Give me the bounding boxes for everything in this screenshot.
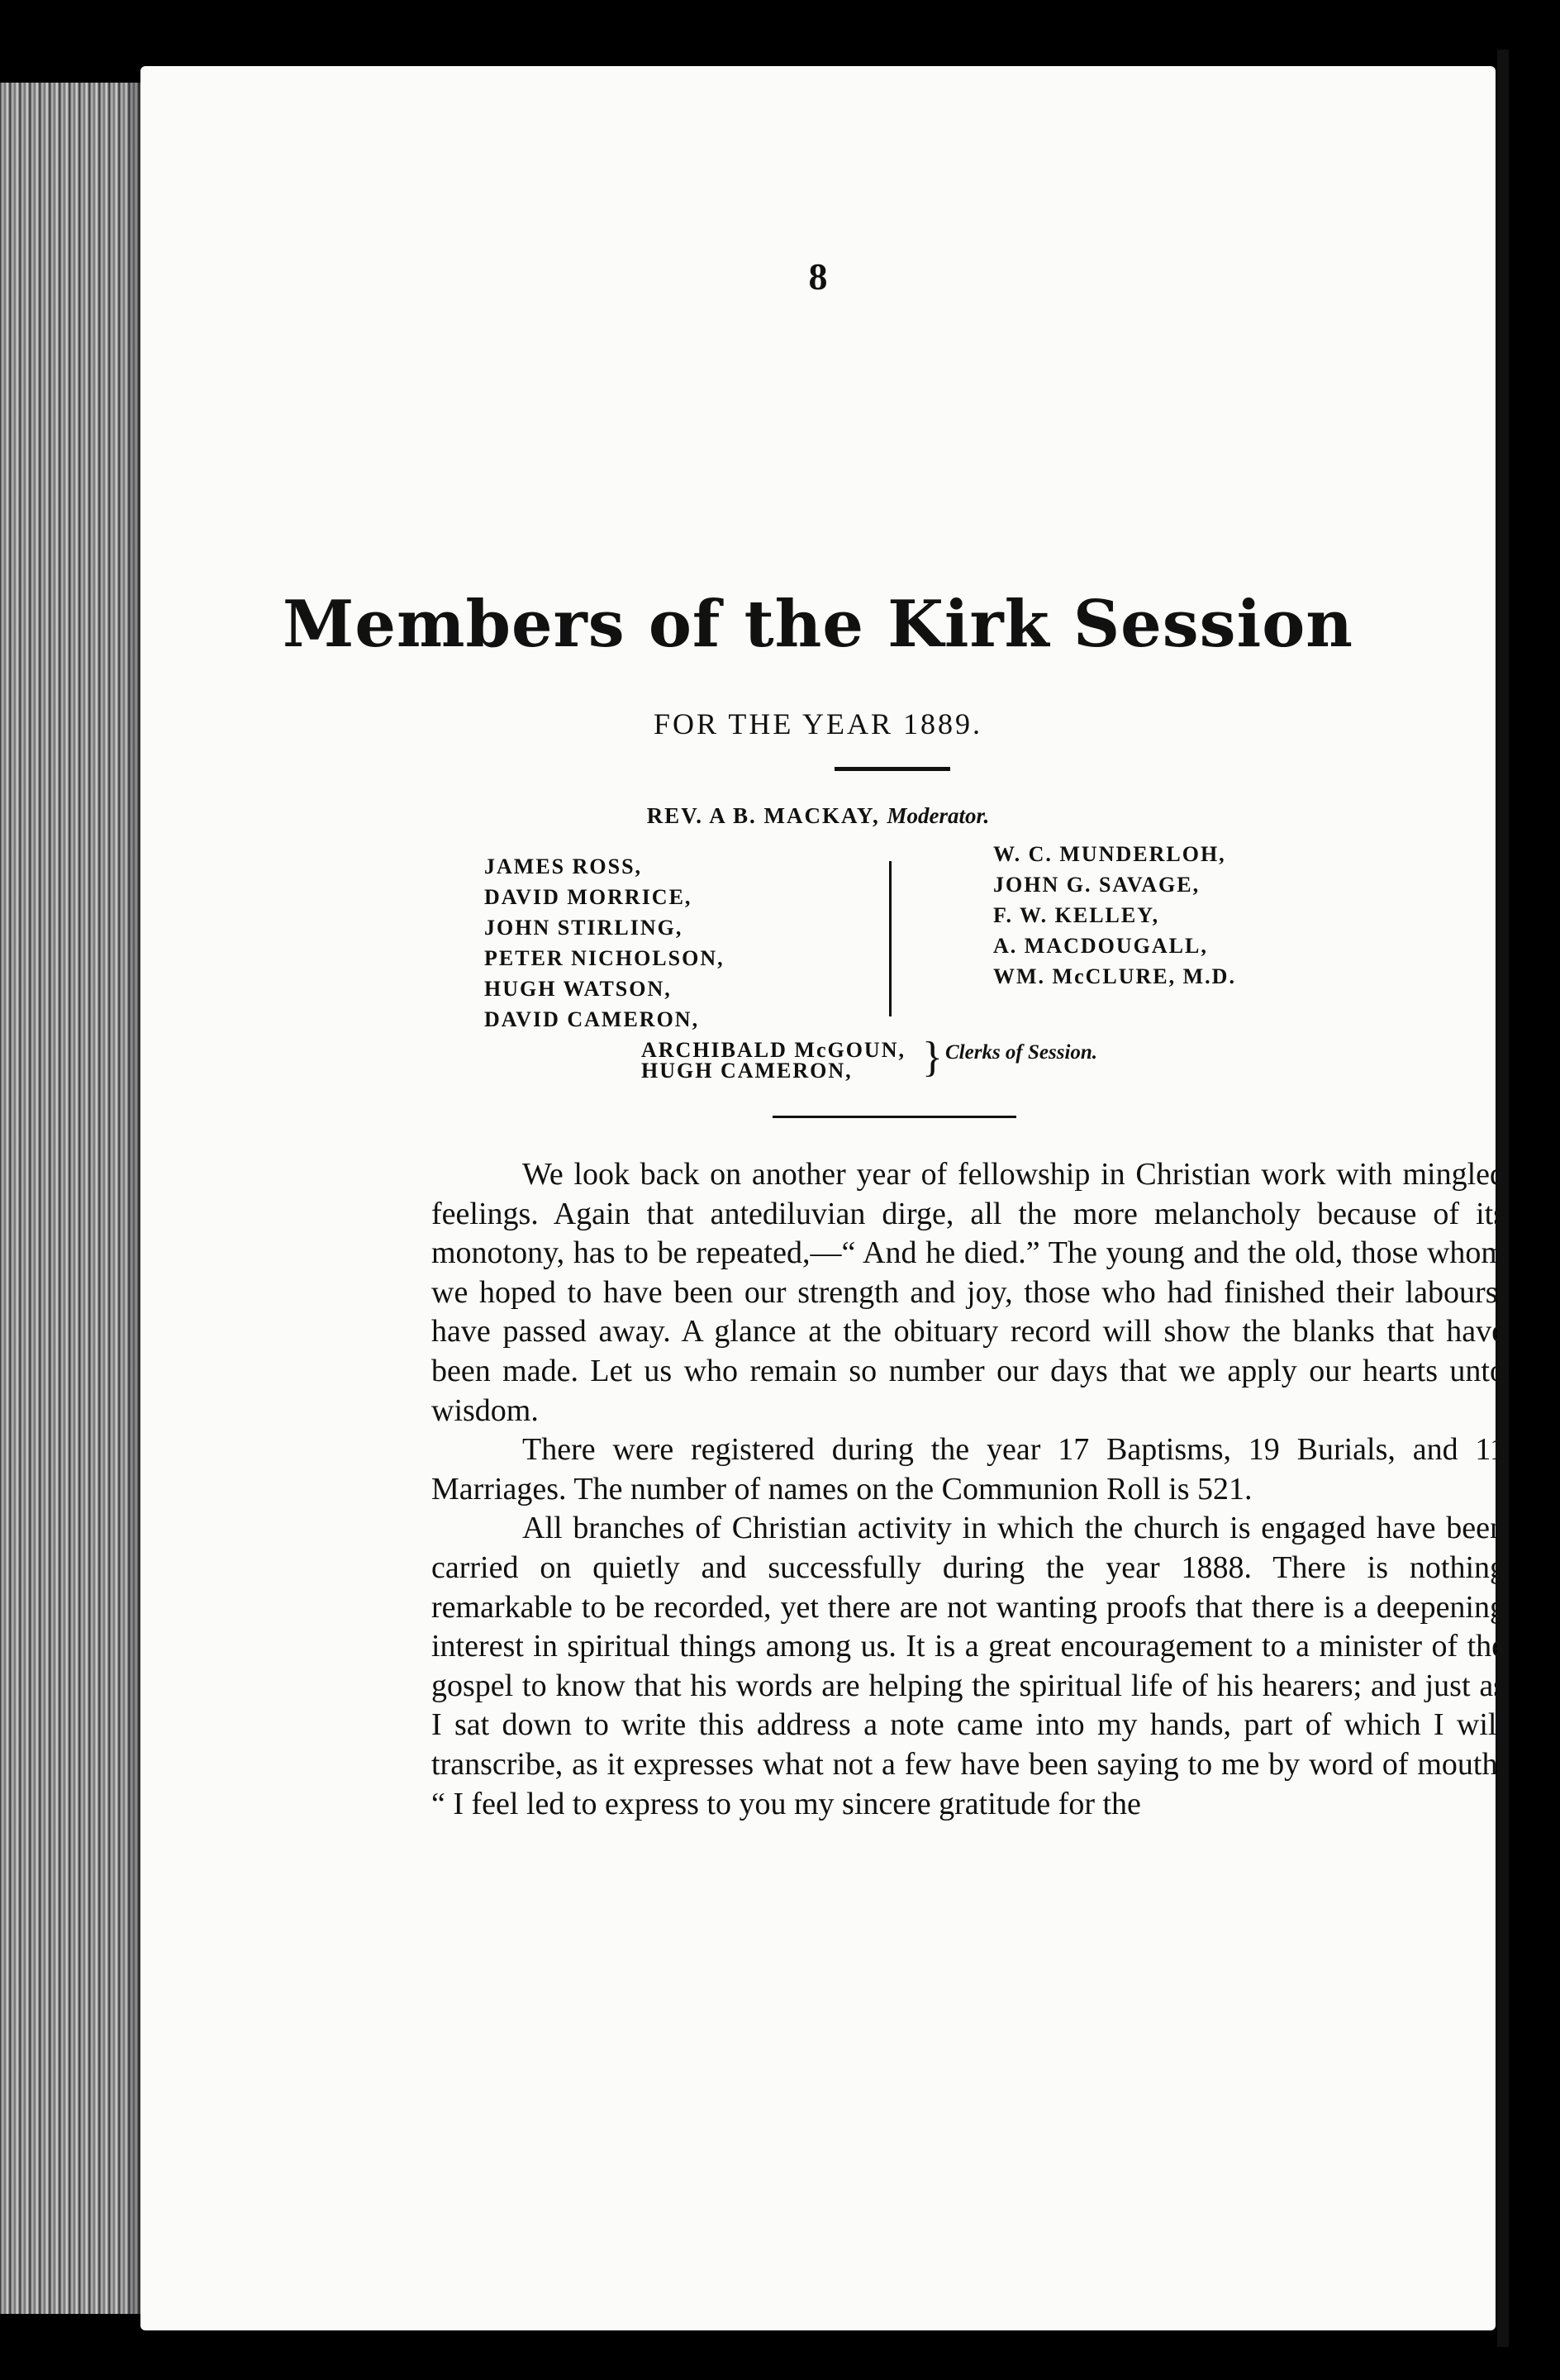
member-name: A. MACDOUGALL, (993, 934, 1208, 958)
moderator-role: Moderator. (887, 803, 990, 828)
members-left-column (484, 851, 725, 1035)
members-right-column (993, 839, 1236, 992)
section-rule (773, 1116, 1016, 1118)
paragraph: All branches of Christian activity in which the church is engaged have been carried on quietly and successfully during the year 1888. There is nothing remarkable to be recorded, yet there are not wanting proofs that there is a deepening interest in spiritual things among us. It is a great encouragement to a minister of the gospel to know that his words are helping the spiritual life of his hearers; and just as I sat down to write this address a note came into my hands, part of which I will transcribe, as it expresses what not a few have been saying to me by word of mouth. “ I feel led to express to you my sincere gratitude for the (431, 1511, 1505, 1821)
clerks-names (641, 1040, 906, 1081)
book-page (140, 66, 1505, 2330)
body-text (431, 1155, 1505, 1824)
column-divider (889, 861, 892, 1016)
clerks-role: Clerks of Session. (945, 1041, 1098, 1064)
member-name: PETER NICHOLSON, (484, 946, 725, 970)
title-rule (835, 767, 950, 771)
member-name: F. W. KELLEY, (993, 903, 1160, 927)
moderator-name: REV. A B. MACKAY, (646, 803, 880, 828)
member-name: JAMES ROSS, (484, 854, 643, 878)
member-name: JOHN G. SAVAGE, (993, 873, 1201, 897)
moderator-line (140, 803, 1496, 829)
clerk-name: HUGH CAMERON, (641, 1059, 853, 1083)
member-name: WM. McCLURE, M.D. (993, 964, 1236, 988)
member-name: DAVID MORRICE, (484, 885, 692, 909)
page-number: 8 (808, 255, 828, 298)
page-title: Members of the Kirk Session (283, 587, 1353, 662)
member-name: JOHN STIRLING, (484, 916, 683, 940)
member-name: HUGH WATSON, (484, 977, 672, 1001)
brace-glyph: } (922, 1034, 943, 1081)
member-name: W. C. MUNDERLOH, (993, 842, 1226, 866)
book-page-edges (0, 83, 140, 2314)
clerk-name: ARCHIBALD McGOUN, (641, 1038, 906, 1062)
page-subtitle: FOR THE YEAR 1889. (653, 707, 983, 740)
member-name: DAVID CAMERON, (484, 1007, 700, 1031)
paragraph: We look back on another year of fellowship in Christian work with mingled feelings. Again that antediluvian dirge, all the more melancholy because of its monotony, has to be repeated,—“ And he died.” The young and the old, those whom we hoped to have been our strength and joy, those who had finished their labours, have passed away. A glance at the obituary record will show the blanks that have been made. Let us who remain so number our days that we apply our hearts unto wisdom. (431, 1157, 1505, 1428)
paragraph: There were registered during the year 17 Baptisms, 19 Burials, and 11 Marriages. The number of names on the Communion Roll is 521. (431, 1432, 1505, 1507)
